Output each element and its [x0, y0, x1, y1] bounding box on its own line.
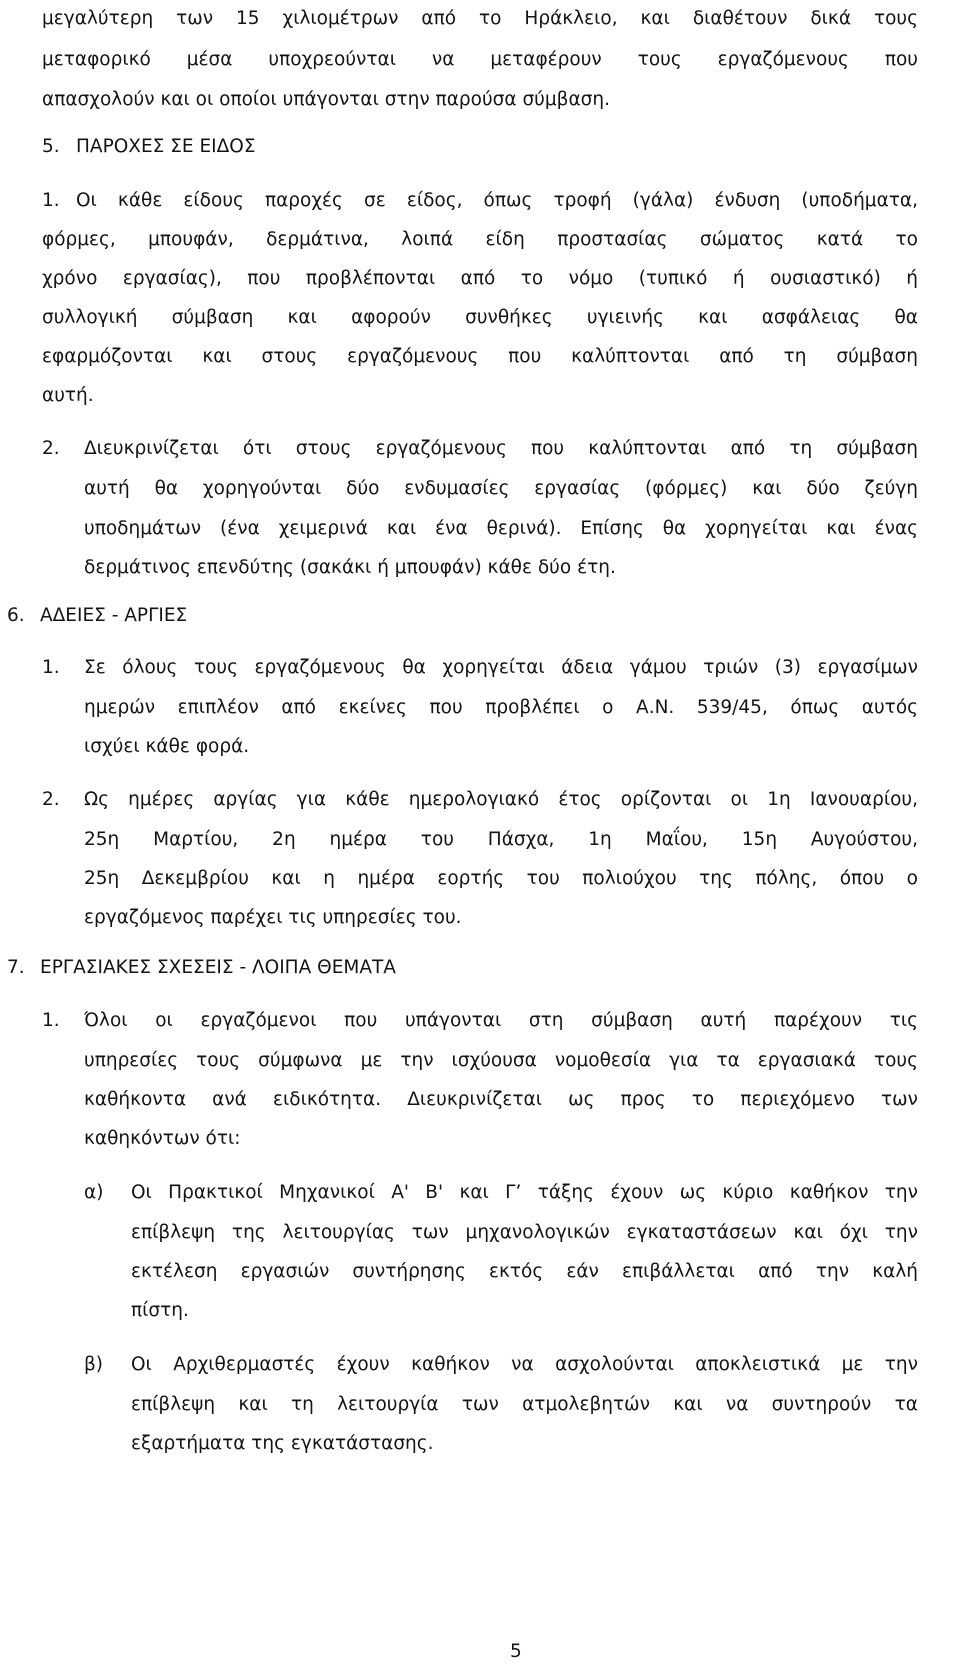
- paragraph-line: Ως ημέρες αργίας για κάθε ημερολογιακό έτος ορίζονται οι 1η Ιανουαρίου,: [84, 789, 918, 810]
- paragraph-line: Οι Πρακτικοί Μηχανικοί Α' Β' και Γ’ τάξης έχουν ως κύριο καθήκον την: [131, 1182, 918, 1203]
- paragraph-line: Όλοι οι εργαζόμενοι που υπάγονται στη σύμβαση αυτή παρέχουν τις: [84, 1010, 918, 1031]
- subitem-label: β): [84, 1354, 104, 1375]
- page-number: 5: [510, 1641, 522, 1662]
- paragraph-line: αυτή.: [42, 385, 94, 406]
- paragraph-line: εξαρτήματα της εγκατάστασης.: [131, 1433, 434, 1454]
- paragraph-line: εκτέλεση εργασιών συντήρησης εκτός εάν επιβάλλεται από την καλή: [131, 1261, 918, 1282]
- intro-line: απασχολούν και οι οποίοι υπάγονται στην παρούσα σύμβαση.: [42, 89, 610, 110]
- paragraph-line: ημερών επιπλέον από εκείνες που προβλέπει ο Α.Ν. 539/45, όπως αυτός: [84, 697, 918, 718]
- paragraph-line: συλλογική σύμβαση και αφορούν συνθήκες υγιεινής και ασφάλειας θα: [42, 307, 918, 328]
- paragraph-line: δερμάτινος επενδύτης (σακάκι ή μπουφάν) κάθε δύο έτη.: [84, 557, 616, 578]
- intro-line: μεγαλύτερη των 15 χιλιομέτρων από το Ηράκλειο, και διαθέτουν δικά τους: [42, 8, 918, 29]
- paragraph-line: Σε όλους τους εργαζόμενους θα χορηγείται άδεια γάμου τριών (3) εργασίμων: [84, 657, 918, 678]
- paragraph-line: Διευκρινίζεται ότι στους εργαζόμενους που καλύπτονται από τη σύμβαση: [84, 438, 918, 459]
- intro-line: μεταφορικό μέσα υποχρεούνται να μεταφέρουν τους εργαζόμενους που: [42, 49, 918, 70]
- paragraph-line: Οι Αρχιθερμαστές έχουν καθήκον να ασχολούνται αποκλειστικά με την: [131, 1354, 918, 1375]
- paragraph-line: υποδημάτων (ένα χειμερινά και ένα θερινά). Επίσης θα χορηγείται και ένας: [84, 518, 918, 539]
- item-number: 2.: [42, 789, 60, 810]
- section-heading: ΠΑΡΟΧΕΣ ΣΕ ΕΙΔΟΣ: [76, 136, 256, 157]
- paragraph-line: πίστη.: [131, 1300, 189, 1321]
- paragraph-line: χρόνο εργασίας), που προβλέπονται από το νόμο (τυπικό ή ουσιαστικό) ή: [42, 268, 918, 289]
- paragraph-line: υπηρεσίες τους σύμφωνα με την ισχύουσα νομοθεσία για τα εργασιακά τους: [84, 1050, 918, 1071]
- paragraph-line: 25η Μαρτίου, 2η ημέρα του Πάσχα, 1η Μαΐου, 15η Αυγούστου,: [84, 829, 918, 850]
- paragraph-line: εργαζόμενος παρέχει τις υπηρεσίες του.: [84, 907, 462, 928]
- item-number: 2.: [42, 438, 60, 459]
- section-number: 5.: [42, 136, 60, 157]
- item-number: 1.: [42, 1010, 60, 1031]
- paragraph-line: καθήκοντα ανά ειδικότητα. Διευκρινίζεται ως προς το περιεχόμενο των: [84, 1089, 918, 1110]
- section-number: 7.: [7, 957, 25, 978]
- section-number: 6.: [7, 605, 25, 626]
- paragraph-line: εφαρμόζονται και στους εργαζόμενους που καλύπτονται από τη σύμβαση: [42, 346, 918, 367]
- paragraph-line: ισχύει κάθε φορά.: [84, 736, 250, 757]
- subitem-label: α): [84, 1182, 104, 1203]
- paragraph-line: 25η Δεκεμβρίου και η ημέρα εορτής του πολιούχου της πόλης, όπου ο: [84, 868, 918, 889]
- paragraph-line: καθηκόντων ότι:: [84, 1128, 241, 1149]
- paragraph-line: Οι κάθε είδους παροχές σε είδος, όπως τροφή (γάλα) ένδυση (υποδήματα,: [76, 190, 918, 211]
- paragraph-line: επίβλεψη και τη λειτουργία των ατμολεβητών και να συντηρούν τα: [131, 1394, 918, 1415]
- section-heading: ΑΔΕΙΕΣ - ΑΡΓΙΕΣ: [40, 605, 188, 626]
- paragraph-line: αυτή θα χορηγούνται δύο ενδυμασίες εργασίας (φόρμες) και δύο ζεύγη: [84, 478, 918, 499]
- paragraph-line: φόρμες, μπουφάν, δερμάτινα, λοιπά είδη προστασίας σώματος κατά το: [42, 229, 918, 250]
- section-heading: ΕΡΓΑΣΙΑΚΕΣ ΣΧΕΣΕΙΣ - ΛΟΙΠΑ ΘΕΜΑΤΑ: [40, 957, 396, 978]
- item-number: 1.: [42, 657, 60, 678]
- document-page: [7, 0, 960, 1663]
- paragraph-line: επίβλεψη της λειτουργίας των μηχανολογικών εγκαταστάσεων και όχι την: [131, 1222, 918, 1243]
- item-number: 1.: [42, 190, 60, 211]
